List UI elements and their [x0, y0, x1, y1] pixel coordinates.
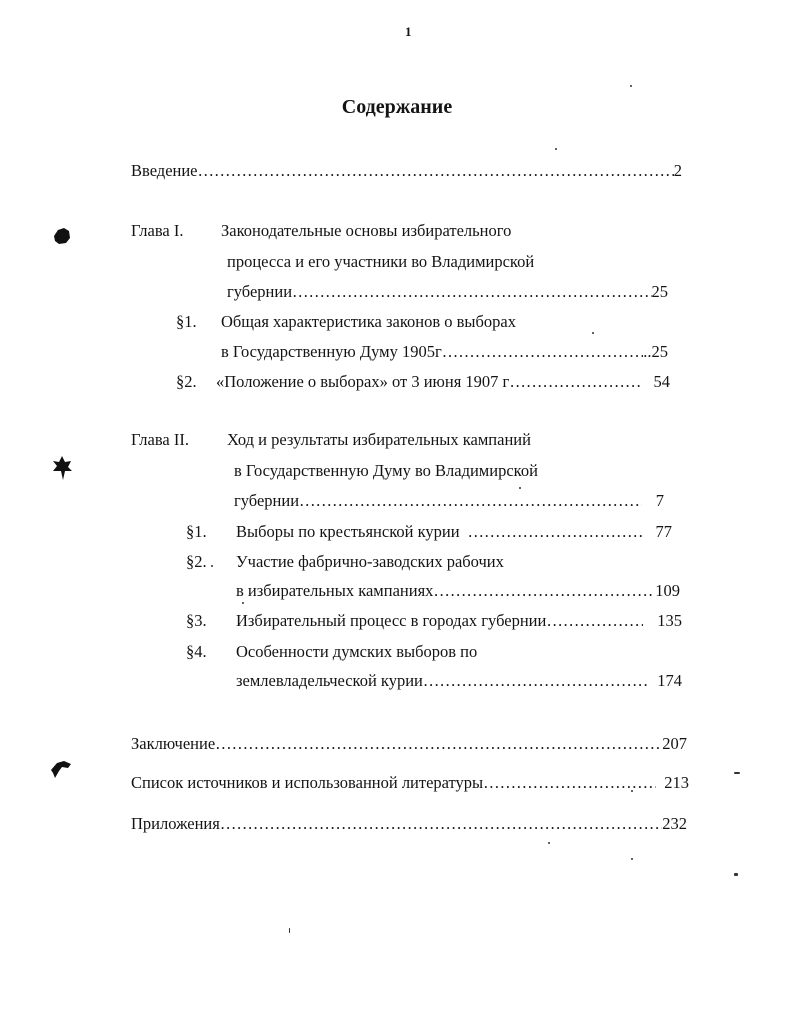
toc-conclusion-label: Заключение: [131, 734, 216, 753]
scan-speck: [592, 332, 594, 334]
chapter2-page: 7: [655, 491, 664, 510]
toc-entry-appendix: [131, 813, 687, 835]
toc-leader-dots: [468, 521, 642, 543]
toc-entry-ch1-s1: [221, 341, 668, 363]
scan-speck: [631, 790, 633, 792]
toc-leader-dots: [299, 490, 642, 512]
toc-entry-ch2-s1: [236, 521, 672, 543]
scan-blot-mark: [48, 758, 74, 780]
toc-entry-ch2-s3: [236, 610, 682, 632]
toc-appendix-label: Приложения: [131, 814, 220, 833]
toc-leader-dots: [546, 610, 643, 632]
toc-entry-intro: [131, 160, 682, 182]
chapter1-title-line1: Законодательные основы избирательного: [221, 221, 512, 240]
chapter2-section2-page: 109: [655, 581, 680, 600]
chapter1-section1-line2: в Государственную Думу 1905г: [221, 342, 442, 361]
toc-leader-dots: [442, 341, 644, 363]
scan-speck: [548, 842, 550, 844]
chapter2-label: Глава II.: [131, 430, 189, 449]
toc-leader-dots: [433, 580, 655, 602]
chapter2-section2-num: §2.: [186, 552, 207, 571]
chapter1-section1-page: ..25: [643, 342, 668, 361]
chapter2-section3-line1: Избирательный процесс в городах губернии: [236, 611, 547, 630]
scan-blot-mark: [52, 226, 72, 246]
toc-leader-dots: [292, 281, 651, 303]
chapter2-section4-line2: землевладельческой курии: [236, 671, 423, 690]
scan-speck: [289, 928, 290, 933]
toc-conclusion-page: 207: [662, 734, 687, 753]
chapter1-section2-num: §2.: [176, 372, 197, 391]
chapter1-page: 25: [651, 282, 668, 301]
chapter2-section4-page: 174: [657, 671, 682, 690]
toc-intro-page: 2: [673, 161, 682, 180]
chapter1-section2-page: 54: [653, 372, 670, 391]
toc-entry-chapter2: [234, 490, 664, 512]
toc-leader-dots: [220, 813, 662, 835]
chapter2-section2-line1: Участие фабрично-заводских рабочих: [236, 552, 504, 571]
chapter2-section3-num: §3.: [186, 611, 207, 630]
toc-entry-conclusion: [131, 733, 687, 755]
chapter2-title-line2: в Государственную Думу во Владимирской: [234, 461, 538, 480]
toc-leader-dots: [509, 371, 639, 393]
chapter2-section1-line1: Выборы по крестьянской курии: [236, 522, 460, 541]
scan-blot-mark: [51, 455, 73, 481]
toc-entry-sources: [131, 772, 689, 794]
toc-leader-dots: [423, 670, 649, 692]
scan-speck: [242, 602, 244, 604]
chapter2-title-line1: Ход и результаты избирательных кампаний: [227, 430, 531, 449]
toc-entry-ch2-s4: [236, 670, 682, 692]
chapter1-title-line3: губернии: [227, 282, 293, 301]
scan-speck: [631, 858, 633, 860]
chapter1-title-line2: процесса и его участники во Владимирской: [227, 252, 535, 271]
chapter1-section2-line1: «Положение о выборах» от 3 июня 1907 г: [216, 372, 510, 391]
chapter2-section1-num: §1.: [186, 522, 207, 541]
scan-speck: [734, 873, 738, 876]
chapter2-section3-page: 135: [657, 611, 682, 630]
scan-speck: [519, 487, 521, 489]
scan-speck: [211, 565, 213, 567]
toc-leader-dots: [198, 160, 674, 182]
page-number: 1: [405, 24, 412, 39]
chapter2-section2-line2: в избирательных кампаниях: [236, 581, 434, 600]
toc-sources-label: Список источников и использованной литературы: [131, 773, 484, 792]
toc-intro-label: Введение: [131, 161, 198, 180]
toc-appendix-page: 232: [662, 814, 687, 833]
toc-leader-dots: [215, 733, 662, 755]
toc-entry-ch1-s2: [216, 371, 670, 393]
chapter1-section1-num: §1.: [176, 312, 197, 331]
chapter2-section4-line1: Особенности думских выборов по: [236, 642, 478, 661]
scan-speck: [555, 148, 557, 150]
toc-entry-chapter1: [227, 281, 668, 303]
toc-sources-page: 213: [664, 773, 689, 792]
toc-entry-ch2-s2: [236, 580, 680, 602]
scan-speck: [630, 85, 632, 87]
chapter1-section1-line1: Общая характеристика законов о выборах: [221, 312, 516, 331]
chapter2-title-line3: губернии: [234, 491, 300, 510]
chapter2-section1-page: 77: [655, 522, 672, 541]
page-title: Содержание: [341, 96, 453, 118]
chapter1-label: Глава I.: [131, 221, 184, 240]
chapter2-section4-num: §4.: [186, 642, 207, 661]
scan-speck: [734, 772, 740, 774]
